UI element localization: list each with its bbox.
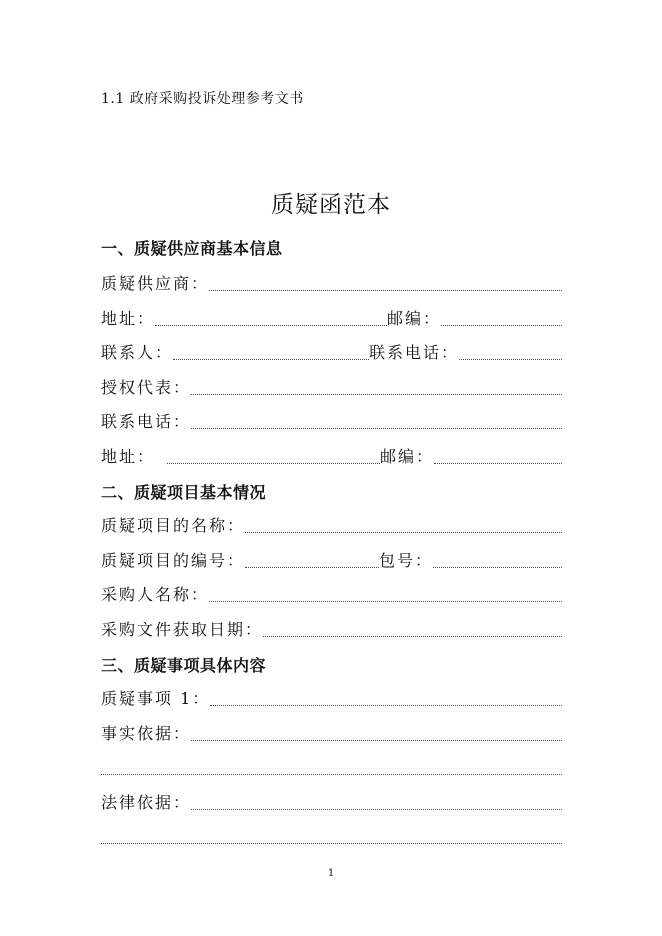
rep-phone-field[interactable] bbox=[191, 427, 562, 429]
representative-field[interactable] bbox=[191, 393, 562, 395]
project-number-label: 质疑项目的编号： bbox=[101, 551, 246, 570]
supplier-field[interactable] bbox=[209, 289, 562, 291]
fact-basis-row bbox=[101, 720, 562, 746]
package-number-label: 包号： bbox=[379, 551, 434, 570]
address-label: 地址： bbox=[101, 309, 156, 328]
legal-basis-continuation-line[interactable] bbox=[101, 843, 562, 844]
section-heading-complaint-details: 三、质疑事项具体内容 bbox=[101, 656, 267, 675]
contact-label: 联系人： bbox=[101, 343, 174, 362]
doc-date-row bbox=[101, 616, 562, 642]
address-field[interactable] bbox=[155, 324, 387, 326]
project-number-row bbox=[101, 547, 562, 573]
project-number-field[interactable] bbox=[245, 566, 379, 568]
postcode-label: 邮编： bbox=[380, 447, 435, 466]
fact-basis-field[interactable] bbox=[191, 739, 562, 741]
postcode-label: 邮编： bbox=[387, 309, 442, 328]
contact-phone-label: 联系电话： bbox=[369, 343, 460, 362]
representative-label: 授权代表： bbox=[101, 378, 192, 397]
contact-field[interactable] bbox=[173, 358, 369, 360]
package-number-field[interactable] bbox=[433, 566, 562, 568]
project-name-field[interactable] bbox=[245, 531, 562, 533]
supplier-row bbox=[101, 270, 562, 296]
legal-basis-label: 法律依据： bbox=[101, 793, 192, 812]
postcode-field[interactable] bbox=[441, 324, 562, 326]
address-label: 地址： bbox=[101, 447, 156, 466]
page-title: 质疑函范本 bbox=[271, 192, 391, 218]
legal-basis-row bbox=[101, 789, 562, 815]
purchaser-name-field[interactable] bbox=[209, 600, 562, 602]
item-row bbox=[101, 685, 562, 711]
address-row-2 bbox=[101, 443, 562, 469]
contact-phone-field[interactable] bbox=[459, 358, 562, 360]
fact-basis-label: 事实依据： bbox=[101, 724, 192, 743]
page-number: 1 bbox=[327, 868, 335, 879]
doc-date-label: 采购文件获取日期： bbox=[101, 620, 264, 639]
section-heading-supplier-info: 一、质疑供应商基本信息 bbox=[101, 239, 283, 258]
purchaser-name-label: 采购人名称： bbox=[101, 585, 210, 604]
representative-row bbox=[101, 374, 562, 400]
document-header: 1.1 政府采购投诉处理参考文书 bbox=[101, 91, 304, 107]
fact-basis-continuation-line[interactable] bbox=[101, 774, 562, 775]
rep-phone-label: 联系电话： bbox=[101, 412, 192, 431]
item1-label: 质疑事项 1： bbox=[101, 689, 211, 708]
supplier-label: 质疑供应商： bbox=[101, 274, 210, 293]
project-name-label: 质疑项目的名称： bbox=[101, 516, 246, 535]
postcode-field[interactable] bbox=[434, 462, 562, 464]
rep-phone-row bbox=[101, 408, 562, 434]
section-heading-project-info: 二、质疑项目基本情况 bbox=[101, 483, 267, 502]
project-name-row bbox=[101, 512, 562, 538]
legal-basis-field[interactable] bbox=[191, 808, 562, 810]
address-field[interactable] bbox=[167, 462, 380, 464]
contact-row bbox=[101, 339, 562, 365]
item1-field[interactable] bbox=[210, 704, 562, 706]
doc-date-field[interactable] bbox=[263, 635, 562, 637]
purchaser-row bbox=[101, 581, 562, 607]
address-row-1 bbox=[101, 305, 562, 331]
